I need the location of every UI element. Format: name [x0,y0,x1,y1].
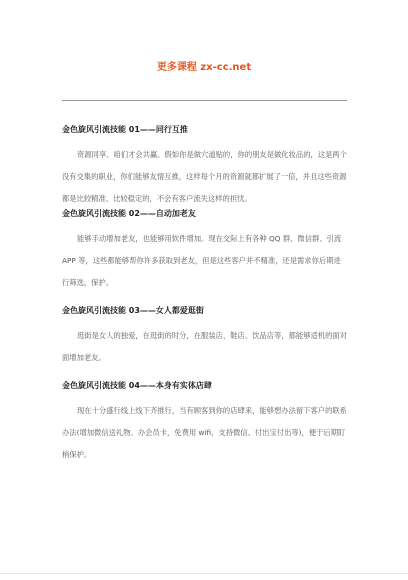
section-body: 逛街是女人的独爱，在逛街的时分，在服装店、鞋店、饮品店等，都能够适机的面对面增加老友。 [62,331,347,362]
section-body: 资源同享、咱们才会共赢。假如你是做穴道贴的，你的朋友是做化妆品的，这是两个没有交集的职业，你们能够友情互推，这样每个月的资源就都扩展了一倍，并且这些资源都是比较精准、比较稳定的，不会有客户流失这样的担忧。 [62,150,347,203]
header-divider [62,100,347,101]
section-3 [62,305,348,369]
section-body: 能够手动增加老友，也能够用软件增加。现在交际上有各种 QQ 群、微信群、引流 APP 等，这些都能够帮你许多获取到老友，但是这些客户并不精准，还是需求你后期进行筛选，保护。 [62,234,342,287]
more-courses-link[interactable]: 更多课程 zx-cc.net [156,62,252,73]
section-1 [62,124,348,210]
section-title: 金色旋风引流技能 04——本身有实体店肆 [62,381,212,390]
section-4 [62,380,348,466]
section-title: 金色旋风引流技能 02——自动加老友 [62,209,196,218]
section-title: 金色旋风引流技能 01——同行互推 [62,125,188,134]
page-bottom-edge [0,573,408,574]
section-body: 现在十分盛行线上线下齐推行，当有顾客到你的店肆来，能够想办法留下客户的联系办法(增加微信送礼物、办会员卡，免费用 wifi，支持微信、付出宝付出等)，便于后期盯梢保护。 [62,406,347,459]
section-title: 金色旋风引流技能 03——女人都爱逛街 [62,306,204,315]
section-2 [62,208,348,294]
